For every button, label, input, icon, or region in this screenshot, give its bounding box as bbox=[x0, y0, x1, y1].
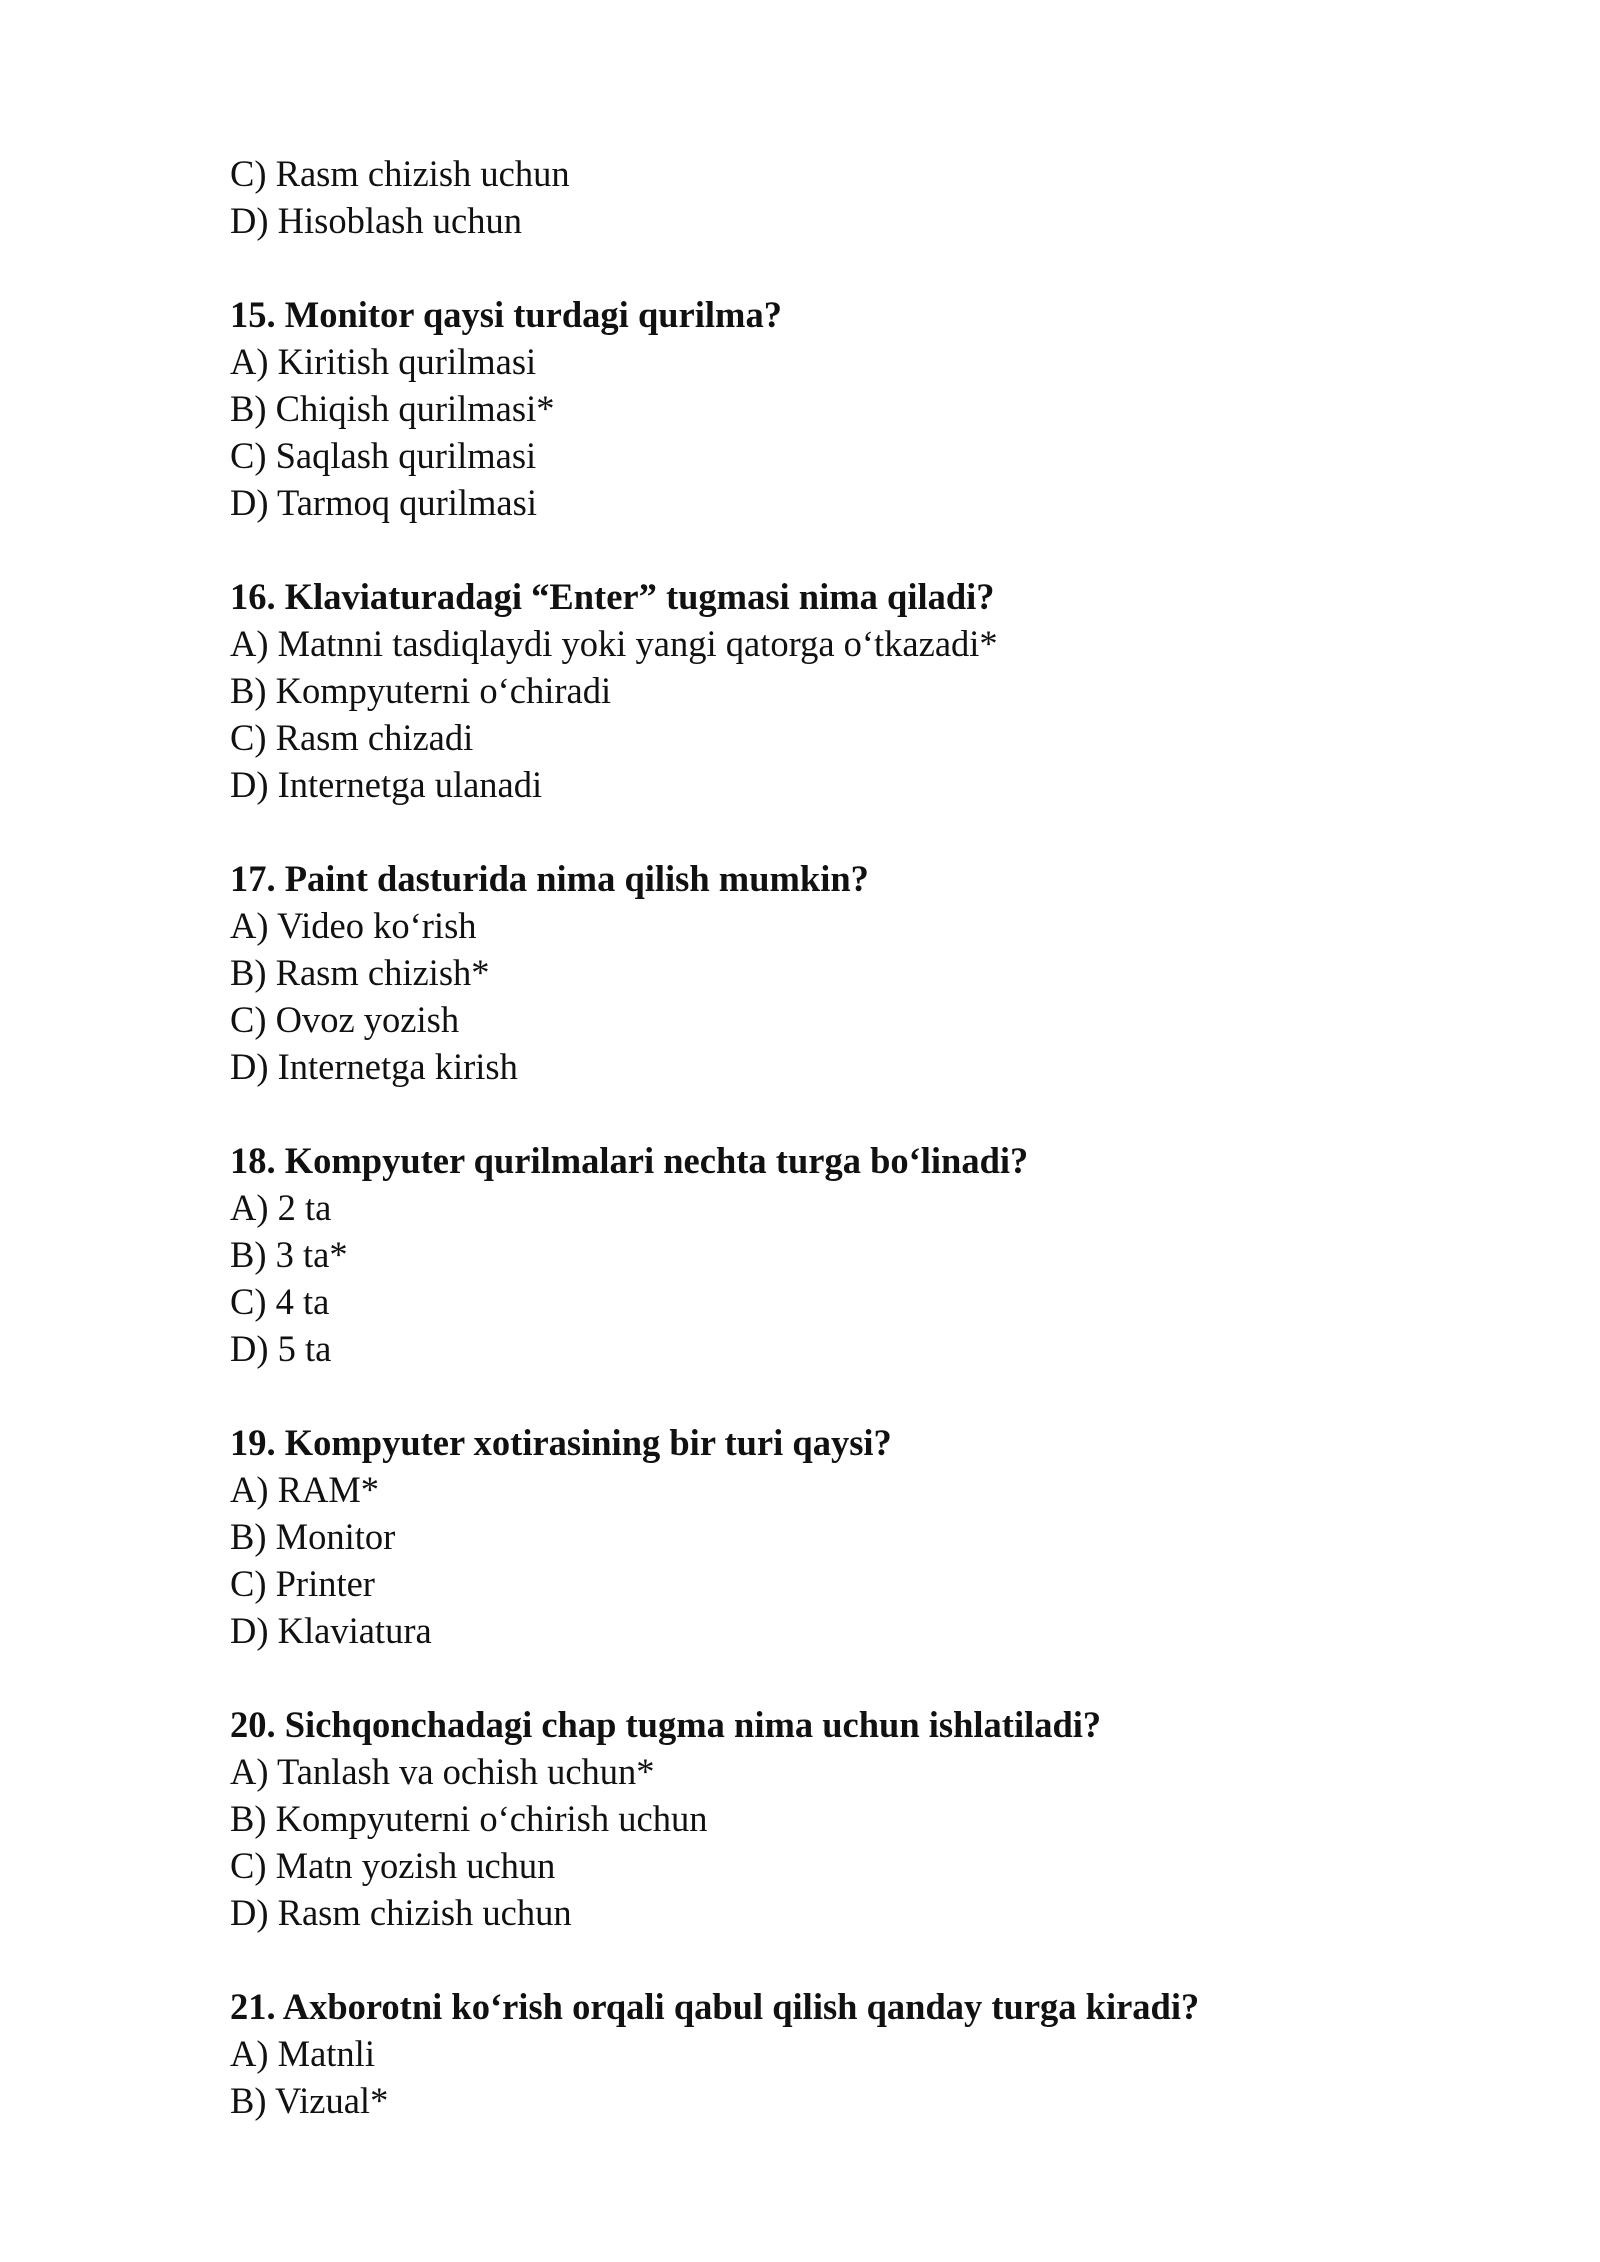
option-line: A) Kiritish qurilmasi bbox=[230, 341, 537, 382]
question-title: 15. Monitor qaysi turdagi qurilma? bbox=[230, 294, 782, 335]
continued-options bbox=[230, 150, 1430, 244]
option-line: D) Klaviatura bbox=[230, 1610, 432, 1651]
option-line: A) Tanlash va ochish uchun* bbox=[230, 1751, 655, 1792]
option-line: D) Tarmoq qurilmasi bbox=[230, 482, 537, 523]
question-title: 18. Kompyuter qurilmalari nechta turga bo‘linadi? bbox=[230, 1140, 1029, 1181]
option-line: A) RAM* bbox=[230, 1469, 380, 1510]
option-line: C) Rasm chizish uchun bbox=[230, 153, 570, 194]
option-line: B) Kompyuterni o‘chirish uchun bbox=[230, 1798, 708, 1839]
option-line: A) Matnli bbox=[230, 2033, 375, 2074]
document-page bbox=[230, 150, 1430, 2124]
question-block-17 bbox=[230, 855, 1430, 1090]
question-title: 20. Sichqonchadagi chap tugma nima uchun ishlatiladi? bbox=[230, 1704, 1102, 1745]
option-line: C) Rasm chizadi bbox=[230, 717, 474, 758]
question-block-21 bbox=[230, 1983, 1430, 2124]
option-line: C) Matn yozish uchun bbox=[230, 1845, 556, 1886]
option-line: B) Kompyuterni o‘chiradi bbox=[230, 670, 612, 711]
option-line: B) Rasm chizish* bbox=[230, 952, 490, 993]
question-block-18 bbox=[230, 1137, 1430, 1372]
option-line: C) 4 ta bbox=[230, 1281, 330, 1322]
question-block-19 bbox=[230, 1419, 1430, 1654]
option-line: C) Printer bbox=[230, 1563, 375, 1604]
option-line: D) 5 ta bbox=[230, 1328, 332, 1369]
question-block-16 bbox=[230, 573, 1430, 808]
option-line: B) 3 ta* bbox=[230, 1234, 348, 1275]
option-line: B) Chiqish qurilmasi* bbox=[230, 388, 555, 429]
option-line: D) Hisoblash uchun bbox=[230, 200, 522, 241]
option-line: A) Matnni tasdiqlaydi yoki yangi qatorga o‘tkazadi* bbox=[230, 623, 998, 664]
question-block-20 bbox=[230, 1701, 1430, 1936]
question-title: 19. Kompyuter xotirasining bir turi qaysi? bbox=[230, 1422, 892, 1463]
option-line: D) Internetga ulanadi bbox=[230, 764, 543, 805]
option-line: C) Ovoz yozish bbox=[230, 999, 460, 1040]
option-line: B) Vizual* bbox=[230, 2080, 389, 2121]
question-title: 17. Paint dasturida nima qilish mumkin? bbox=[230, 858, 869, 899]
option-line: D) Rasm chizish uchun bbox=[230, 1892, 572, 1933]
option-line: C) Saqlash qurilmasi bbox=[230, 435, 537, 476]
question-block-15 bbox=[230, 291, 1430, 526]
question-title: 21. Axborotni ko‘rish orqali qabul qilish qanday turga kiradi? bbox=[230, 1986, 1200, 2027]
question-title: 16. Klaviaturadagi “Enter” tugmasi nima qiladi? bbox=[230, 576, 995, 617]
option-line: A) 2 ta bbox=[230, 1187, 332, 1228]
option-line: A) Video ko‘rish bbox=[230, 905, 477, 946]
option-line: D) Internetga kirish bbox=[230, 1046, 518, 1087]
option-line: B) Monitor bbox=[230, 1516, 396, 1557]
